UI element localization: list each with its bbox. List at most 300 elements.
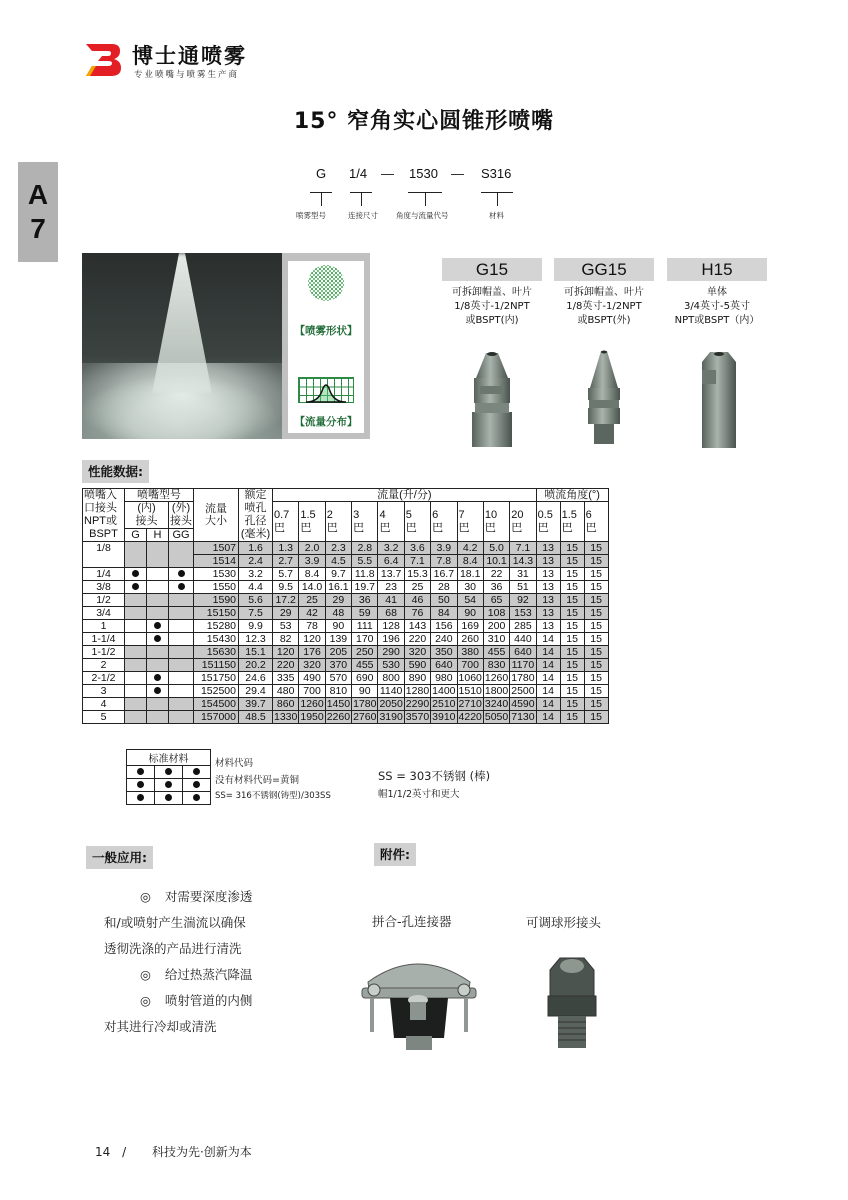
table-row <box>83 659 609 672</box>
model-desc-line: 1/8英寸-1/2NPT <box>454 301 530 312</box>
model-gg-cell <box>169 542 194 568</box>
flow-cell: 690 <box>352 672 378 685</box>
col-h: H <box>147 529 169 542</box>
material-cap-note: 帽1/1/2英寸和更大 <box>378 789 460 800</box>
flow-cell: 23 <box>378 581 404 594</box>
flow-cell: 7.1 <box>510 542 536 555</box>
flow-cell: 2260 <box>326 711 351 723</box>
angle-cell: 14 <box>536 685 560 698</box>
flow-cell: 260 <box>457 633 483 646</box>
inlet-cell: 3/4 <box>83 607 125 620</box>
inlet-cell: 4 <box>83 698 125 711</box>
model-h-cell <box>147 685 169 698</box>
capacity-cell: 1590 <box>194 594 239 607</box>
flow-cell: 290 <box>378 646 404 659</box>
flow-cell: 285 <box>510 620 536 633</box>
flow-cell: 14.3 <box>510 555 536 568</box>
flow-cell: 36 <box>483 581 509 594</box>
flow-cell: 350 <box>431 646 457 659</box>
flow-cell: 36 <box>352 594 378 607</box>
flow-cell: 11.8 <box>352 568 378 581</box>
flow-cell: 530 <box>378 659 404 672</box>
flow-cell: 1140 <box>379 685 403 697</box>
available-dot-icon <box>154 674 161 681</box>
model-g-cell <box>125 685 147 698</box>
model-gg-cell <box>169 685 194 698</box>
flow-cell: 3.9 <box>299 555 325 568</box>
angle-cell: 13 <box>536 607 560 620</box>
model-g-cell <box>125 594 147 607</box>
flow-cell: 320 <box>404 646 430 659</box>
capacity-cell: 15430 <box>194 633 239 646</box>
inlet-cell: 2 <box>83 659 125 672</box>
bullet-icon: ◎ <box>140 993 151 1008</box>
flow-cell: 28 <box>431 581 457 594</box>
capacity-cell: 15630 <box>194 646 239 659</box>
flow-cell: 1510 <box>458 685 482 697</box>
table-row <box>83 633 609 646</box>
internal-header: (内) 接头 <box>125 502 169 529</box>
flow-cell: 29 <box>273 607 299 620</box>
application-line: ◎ 对需要深度渗透 <box>140 889 253 904</box>
angle-cell: 13 <box>536 568 560 581</box>
flow-cell: 380 <box>457 646 483 659</box>
flow-pressure-9: 20 巴 <box>510 502 536 542</box>
model-name: GG15 <box>554 258 654 281</box>
flow-cell: 111 <box>352 620 378 633</box>
g15-nozzle-image <box>470 350 520 450</box>
angle-cell: 15 <box>560 711 584 724</box>
split-eyelet-connector-image <box>358 952 480 1052</box>
section-tab <box>18 162 58 262</box>
flow-cell: 2.0 <box>299 542 325 555</box>
code-part-material: S316 <box>481 166 512 181</box>
angle-cell: 15 <box>560 620 584 633</box>
angle-pressure-2: 6 巴 <box>584 502 608 542</box>
orifice-cell: 24.6 <box>239 672 273 685</box>
model-g-cell <box>125 607 147 620</box>
orifice-cell: 29.4 <box>239 685 273 698</box>
code-part-type: G <box>316 166 327 181</box>
model-gg-cell <box>169 594 194 607</box>
angle-cell: 15 <box>584 646 608 659</box>
flow-cell: 5.0 <box>483 542 509 555</box>
flow-cell: 120 <box>273 646 299 659</box>
flow-cell: 50 <box>431 594 457 607</box>
flow-cell: 54 <box>457 594 483 607</box>
flow-cell: 42 <box>299 607 325 620</box>
flow-cell: 3910 <box>432 711 456 723</box>
capacity-cell: 1530 <box>194 568 239 581</box>
available-dot-icon <box>154 687 161 694</box>
orifice-cell: 4.4 <box>239 581 273 594</box>
code-label-type: 喷雾型号 <box>296 211 326 220</box>
model-h-cell <box>147 711 169 724</box>
application-line: 透彻洗涤的产品进行清洗 <box>104 941 242 956</box>
angle-cell: 15 <box>584 698 608 711</box>
orifice-header: 额定 喷孔 孔径 (毫米) <box>239 489 273 542</box>
flow-cell: 2290 <box>405 698 430 710</box>
b-logo-mark-icon <box>84 42 122 78</box>
capacity-cell: 151750 <box>194 672 239 685</box>
application-line: 和/或喷射产生湍流以确保 <box>104 915 246 930</box>
flow-cell: 25 <box>404 581 430 594</box>
angle-cell: 14 <box>536 659 560 672</box>
footer-separator: / <box>122 1145 127 1159</box>
model-desc-line: NPT或BSPT（内） <box>674 315 760 326</box>
flow-cell: 16.7 <box>431 568 457 581</box>
flow-cell: 2050 <box>379 698 403 710</box>
orifice-cell: 1.6 <box>239 542 273 555</box>
flow-pressure-2: 2 巴 <box>325 502 351 542</box>
orifice-cell: 9.9 <box>239 620 273 633</box>
angle-cell: 15 <box>584 672 608 685</box>
flow-cell: 860 <box>273 698 299 711</box>
code-label-capacity: 角度与流量代号 <box>396 211 449 220</box>
inlet-cell: 2-1/2 <box>83 672 125 685</box>
material-code-ss316: SS= 316不锈钢(铸型)/303SS <box>215 791 331 801</box>
flow-cell: 310 <box>483 633 509 646</box>
flow-cell: 196 <box>378 633 404 646</box>
capacity-header: 流量 大小 <box>194 489 239 542</box>
angle-cell: 15 <box>560 698 584 711</box>
capacity-cell: 1550 <box>194 581 239 594</box>
model-gg-cell <box>169 711 194 724</box>
model-desc-line: 单体 <box>707 287 727 298</box>
orifice-cell: 5.6 <box>239 594 273 607</box>
model-h-cell <box>147 607 169 620</box>
brand-logo <box>84 40 284 85</box>
footer-slogan: 科技为先·创新为本 <box>151 1145 252 1159</box>
model-g-cell <box>125 633 147 646</box>
model-gg-cell <box>169 607 194 620</box>
flow-cell: 48 <box>325 607 351 620</box>
model-g-cell <box>125 711 147 724</box>
model-desc-line: 1/8英寸-1/2NPT <box>566 301 642 312</box>
flow-cell: 700 <box>457 659 483 672</box>
flow-cell: 17.2 <box>273 594 299 607</box>
gg15-nozzle-image <box>584 348 624 448</box>
flow-cell: 90 <box>325 620 351 633</box>
flow-cell: 980 <box>431 672 457 685</box>
flow-cell: 76 <box>404 607 430 620</box>
model-g-cell <box>125 659 147 672</box>
material-code-brass: 没有材料代码=黄铜 <box>215 775 299 786</box>
angle-cell: 15 <box>584 711 608 724</box>
angle-cell: 15 <box>584 620 608 633</box>
section-tab-letter: A <box>27 179 49 210</box>
flow-cell: 84 <box>431 607 457 620</box>
angle-cell: 14 <box>536 698 560 711</box>
model-h-cell <box>147 633 169 646</box>
angle-cell: 15 <box>584 633 608 646</box>
standard-material-label: 标准材料 <box>127 750 211 766</box>
model-name: H15 <box>667 258 767 281</box>
angle-cell: 15 <box>584 542 608 555</box>
flow-cell: 128 <box>378 620 404 633</box>
application-line: ◎ 喷射管道的内侧 <box>140 993 253 1008</box>
orifice-cell: 48.5 <box>239 711 273 724</box>
flow-cell: 120 <box>299 633 325 646</box>
flow-cell: 65 <box>483 594 509 607</box>
flow-cell: 2510 <box>432 698 456 710</box>
flow-cell: 29 <box>325 594 351 607</box>
flow-cell: 6.4 <box>378 555 404 568</box>
angle-cell: 15 <box>584 581 608 594</box>
flow-cell: 51 <box>510 581 536 594</box>
inlet-cell: 3 <box>83 685 125 698</box>
accessory-label-split-eyelet: 拼合-孔连接器 <box>372 914 452 929</box>
model-desc-line: 可拆卸帽盖、叶片 <box>452 287 532 298</box>
flow-cell: 440 <box>510 633 536 646</box>
model-gg-cell <box>169 581 194 594</box>
model-g-cell <box>125 646 147 659</box>
flow-cell: 7130 <box>511 711 535 723</box>
model-g-cell <box>125 672 147 685</box>
table-row <box>83 581 609 594</box>
angle-cell: 15 <box>560 581 584 594</box>
table-row <box>83 542 609 555</box>
angle-cell: 13 <box>536 620 560 633</box>
flow-cell: 143 <box>404 620 430 633</box>
inlet-cell: 1/8 <box>83 542 125 568</box>
flow-cell: 90 <box>352 685 378 698</box>
code-label-size: 连接尺寸 <box>348 211 378 220</box>
flow-cell: 153 <box>510 607 536 620</box>
orifice-cell: 20.2 <box>239 659 273 672</box>
brand-tagline: 专业喷嘴与喷雾生产商 <box>134 70 240 80</box>
application-line: ◎ 给过热蒸汽降温 <box>140 967 253 982</box>
flow-cell: 169 <box>457 620 483 633</box>
flow-cell: 8.4 <box>299 568 325 581</box>
model-g-cell <box>125 568 147 581</box>
inlet-header: 喷嘴入 口接头 NPT或 BSPT <box>83 489 125 542</box>
orifice-cell: 7.5 <box>239 607 273 620</box>
flow-cell: 455 <box>483 646 509 659</box>
angle-cell: 15 <box>560 672 584 685</box>
flow-cell: 46 <box>404 594 430 607</box>
flow-cell: 370 <box>325 659 351 672</box>
flow-cell: 2.3 <box>325 542 351 555</box>
flow-cell: 2500 <box>511 685 535 697</box>
angle-cell: 15 <box>560 594 584 607</box>
code-part-size: 1/4 <box>349 166 368 181</box>
angle-cell: 15 <box>584 594 608 607</box>
model-gg-cell <box>169 620 194 633</box>
flow-cell: 139 <box>325 633 351 646</box>
spray-shape-label: 【喷雾形状】 <box>294 325 358 337</box>
orifice-cell: 3.2 <box>239 568 273 581</box>
table-row <box>83 646 609 659</box>
model-desc-line: 可拆卸帽盖、叶片 <box>564 287 644 298</box>
flow-cell: 2.7 <box>273 555 299 568</box>
flow-cell: 205 <box>325 646 351 659</box>
flow-cell: 335 <box>273 672 299 685</box>
model-h-cell <box>147 620 169 633</box>
angle-cell: 13 <box>536 542 560 555</box>
performance-section-heading: 性能数据: <box>82 460 149 483</box>
flow-cell: 3.6 <box>404 542 430 555</box>
table-row <box>83 607 609 620</box>
model-gg-cell <box>169 672 194 685</box>
flow-cell: 1280 <box>405 685 430 697</box>
flow-cell: 4.2 <box>457 542 483 555</box>
inlet-cell: 3/8 <box>83 581 125 594</box>
model-h-cell <box>147 542 169 568</box>
flow-cell: 4590 <box>511 698 535 710</box>
flow-cell: 3.9 <box>431 542 457 555</box>
flow-cell: 455 <box>352 659 378 672</box>
flow-pressure-5: 5 巴 <box>404 502 430 542</box>
flow-cell: 220 <box>404 633 430 646</box>
flow-cell: 640 <box>431 659 457 672</box>
flow-cell: 250 <box>352 646 378 659</box>
table-row <box>83 620 609 633</box>
page-title: 15° 窄角实心圆锥形喷嘴 <box>293 109 555 134</box>
flow-cell: 480 <box>273 685 299 698</box>
capacity-cell: 152500 <box>194 685 239 698</box>
code-dash: — <box>381 166 394 181</box>
bullet-icon: ◎ <box>140 967 151 982</box>
model-type-header: 喷嘴型号 <box>125 489 194 502</box>
flow-cell: 170 <box>352 633 378 646</box>
flow-cell: 3240 <box>484 698 509 710</box>
angle-pressure-1: 1.5 巴 <box>560 502 584 542</box>
flow-pressure-8: 10 巴 <box>483 502 509 542</box>
flow-cell: 200 <box>483 620 509 633</box>
table-row <box>83 672 609 685</box>
angle-header: 喷流角度(°) <box>536 489 608 502</box>
flow-cell: 90 <box>457 607 483 620</box>
material-code-title: 材料代码 <box>215 758 254 769</box>
angle-cell: 15 <box>560 685 584 698</box>
flow-cell: 4220 <box>458 711 482 723</box>
flow-cell: 14.0 <box>299 581 325 594</box>
flow-cell: 3190 <box>379 711 403 723</box>
flow-cell: 3.2 <box>378 542 404 555</box>
spray-photo <box>82 253 282 439</box>
flow-cell: 1450 <box>326 698 351 710</box>
flow-cell: 41 <box>378 594 404 607</box>
model-desc-line: 3/4英寸-5英寸 <box>683 301 751 312</box>
flow-cell: 7.1 <box>404 555 430 568</box>
flow-pressure-3: 3 巴 <box>352 502 378 542</box>
orifice-cell: 15.1 <box>239 646 273 659</box>
inlet-cell: 5 <box>83 711 125 724</box>
table-row <box>83 685 609 698</box>
flow-cell: 810 <box>325 685 351 698</box>
capacity-cell: 151150 <box>194 659 239 672</box>
angle-cell: 14 <box>536 711 560 724</box>
model-g-cell <box>125 542 147 568</box>
performance-table <box>82 488 609 724</box>
available-dot-icon <box>178 570 185 577</box>
flow-cell: 1170 <box>511 659 535 671</box>
flow-cell: 59 <box>352 607 378 620</box>
orifice-cell: 39.7 <box>239 698 273 711</box>
flow-cell: 1260 <box>300 698 324 710</box>
available-dot-icon <box>154 622 161 629</box>
table-row <box>83 698 609 711</box>
h15-nozzle-image <box>698 350 742 450</box>
angle-cell: 15 <box>560 607 584 620</box>
standard-material-table <box>126 749 211 805</box>
flow-cell: 2760 <box>353 711 377 723</box>
flow-cell: 5.7 <box>273 568 299 581</box>
brand-name: 博士通喷雾 <box>132 44 247 68</box>
flow-distribution-label: 【流量分布】 <box>294 416 358 428</box>
page-number: 14 <box>95 1145 111 1159</box>
angle-cell: 14 <box>536 646 560 659</box>
flow-cell: 16.1 <box>325 581 351 594</box>
angle-cell: 15 <box>584 685 608 698</box>
flow-cell: 1330 <box>274 711 298 723</box>
model-h-cell <box>147 659 169 672</box>
flow-cell: 220 <box>273 659 299 672</box>
angle-cell: 15 <box>560 659 584 672</box>
angle-cell: 13 <box>536 555 560 568</box>
flow-pressure-0: 0.7 巴 <box>273 502 299 542</box>
model-h-cell <box>147 698 169 711</box>
angle-cell: 13 <box>536 581 560 594</box>
flow-cell: 1780 <box>511 672 535 684</box>
model-gg-cell <box>169 646 194 659</box>
model-g15 <box>442 258 542 328</box>
flow-cell: 82 <box>273 633 299 646</box>
code-dash: — <box>451 166 464 181</box>
model-g-cell <box>125 698 147 711</box>
flow-header: 流量(升/分) <box>273 489 537 502</box>
flow-cell: 8.4 <box>457 555 483 568</box>
inlet-cell: 1-1/2 <box>83 646 125 659</box>
capacity-cell: 1514 <box>194 555 239 568</box>
model-gg-cell <box>169 659 194 672</box>
flow-cell: 92 <box>510 594 536 607</box>
flow-cell: 800 <box>378 672 404 685</box>
page-footer <box>95 1143 252 1160</box>
applications-section-heading: 一般应用: <box>86 846 153 869</box>
table-row <box>83 711 609 724</box>
flow-cell: 31 <box>510 568 536 581</box>
flow-cell: 1800 <box>484 685 509 697</box>
adjustable-ball-fitting-image <box>540 952 604 1052</box>
flow-cell: 1950 <box>300 711 324 723</box>
flow-cell: 9.5 <box>273 581 299 594</box>
model-h-cell <box>147 594 169 607</box>
model-desc-line: 或BSPT(外) <box>577 315 631 326</box>
inlet-cell: 1/4 <box>83 568 125 581</box>
flow-cell: 78 <box>299 620 325 633</box>
angle-cell: 15 <box>584 568 608 581</box>
flow-pressure-4: 4 巴 <box>378 502 404 542</box>
model-h-cell <box>147 568 169 581</box>
flow-cell: 570 <box>325 672 351 685</box>
flow-cell: 25 <box>299 594 325 607</box>
flow-cell: 1780 <box>353 698 377 710</box>
model-desc-line: 或BSPT(内) <box>465 315 519 326</box>
code-part-capacity: 1530 <box>409 166 438 181</box>
flow-cell: 2710 <box>458 698 482 710</box>
col-g: G <box>125 529 147 542</box>
angle-cell: 15 <box>584 659 608 672</box>
flow-cell: 490 <box>299 672 325 685</box>
angle-cell: 14 <box>536 633 560 646</box>
angle-pressure-0: 0.5 巴 <box>536 502 560 542</box>
flow-cell: 176 <box>299 646 325 659</box>
flow-cell: 1260 <box>484 672 509 684</box>
model-h-cell <box>147 672 169 685</box>
flow-pressure-7: 7 巴 <box>457 502 483 542</box>
